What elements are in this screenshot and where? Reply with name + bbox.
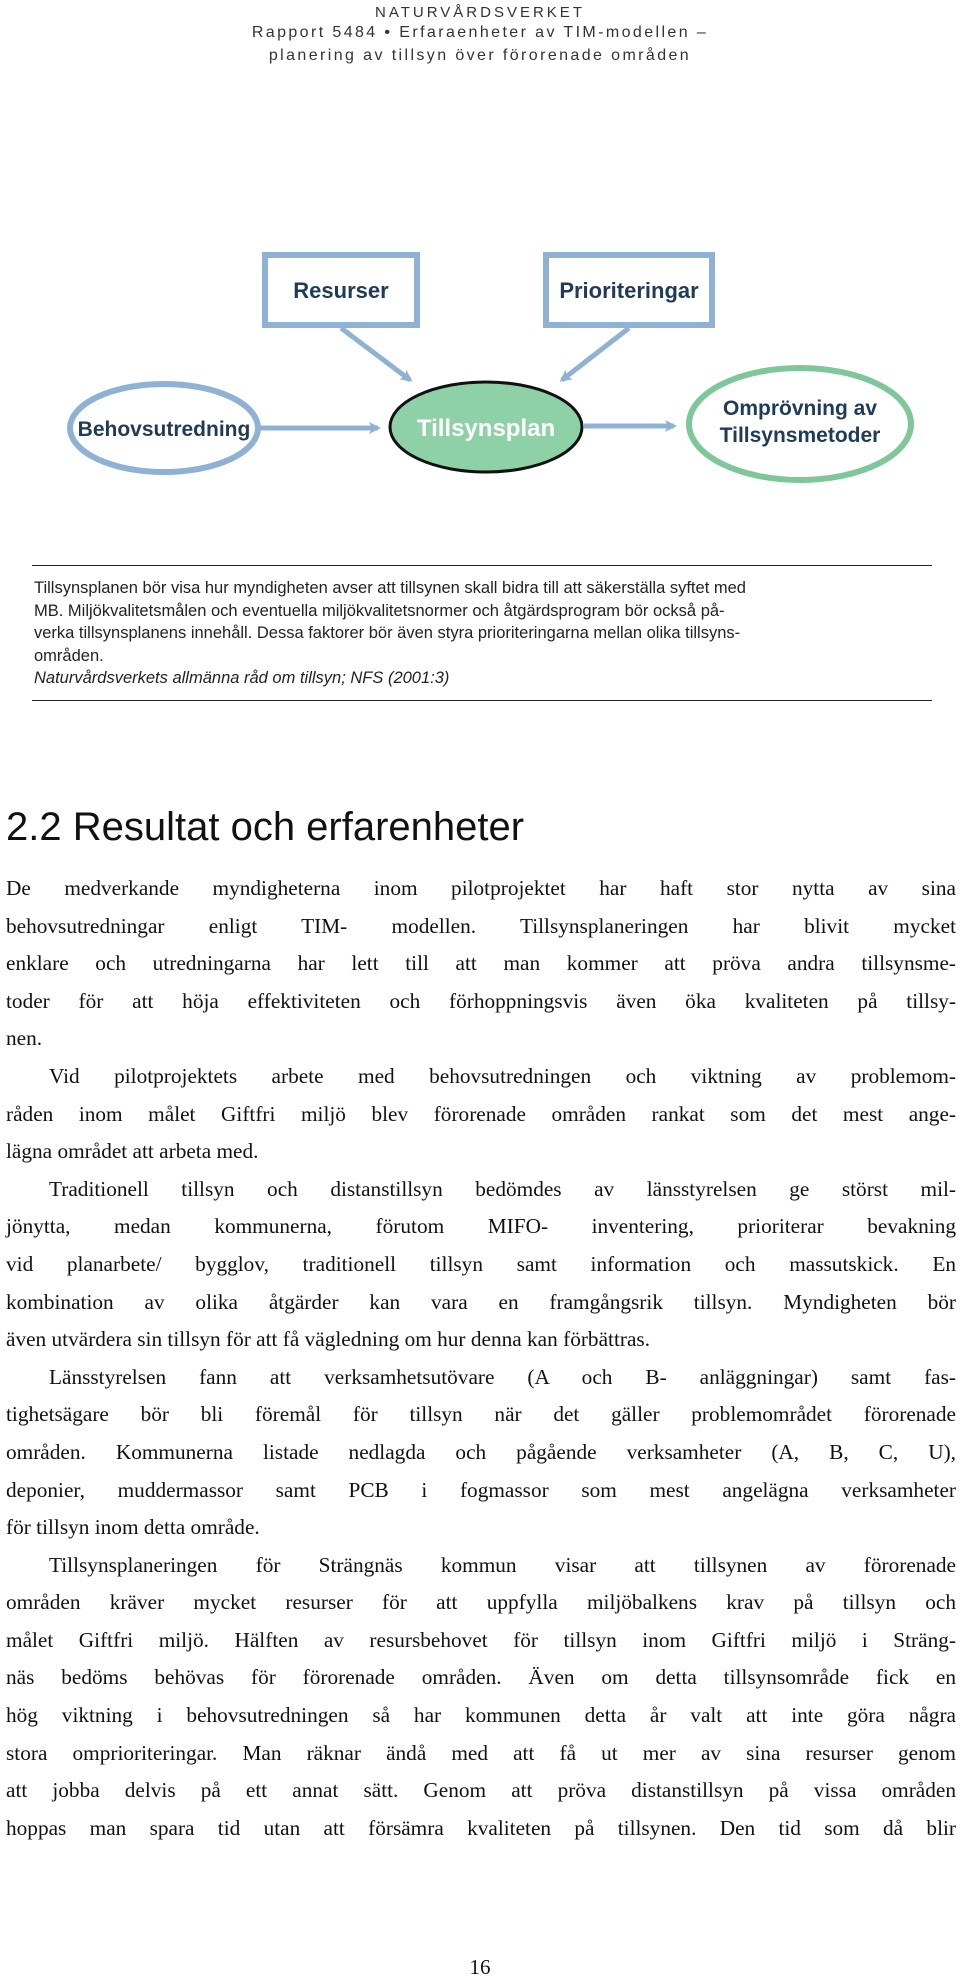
text-line: hoppas man spara tid utan att försämra kvaliteten på tillsynen. Den tid som då blir — [6, 1815, 956, 1840]
arrow-prioriteringar-to-tillsynsplan — [562, 328, 629, 380]
paragraph — [6, 1359, 956, 1547]
report-title-line-2: planering av tillsyn över förorenade områden — [268, 47, 692, 64]
paragraph — [6, 870, 956, 1058]
omprovning-label-line-1: Omprövning av — [722, 397, 878, 420]
text-line: toder för att höja effektiviteten och förhoppningsvis även öka kvaliteten på tillsy- — [6, 988, 956, 1013]
arrow-resurser-to-tillsynsplan — [341, 328, 410, 380]
text-line: deponier, muddermassor samt PCB i fogmassor som mest angelägna verksamheter — [6, 1477, 956, 1502]
paragraph — [6, 1058, 956, 1171]
tillsyn-process-diagram — [0, 230, 960, 500]
quote-line: Tillsynsplanen bör visa hur myndigheten avser att tillsynen skall bidra till att säkerställa syftet med — [34, 579, 746, 597]
quote-source: Naturvårdsverkets allmänna råd om tillsyn; NFS (2001:3) — [34, 669, 450, 687]
text-line: nen. — [6, 1026, 43, 1051]
text-line: områden. Kommunerna listade nedlagda och pågående verksamheter (A, B, C, U), — [6, 1439, 956, 1464]
text-line: tighetsägare bör bli föremål för tillsyn när det gäller problemområdet förorenade — [6, 1402, 956, 1427]
text-line: vid planarbete/ bygglov, traditionell tillsyn samt information och massutskick. En — [6, 1251, 956, 1276]
section-heading: 2.2 Resultat och erfarenheter — [6, 805, 525, 849]
behovsutredning-node — [70, 384, 258, 472]
page-header — [0, 0, 960, 67]
paragraph — [6, 1171, 956, 1359]
text-line: De medverkande myndigheterna inom pilotprojektet har haft stor nytta av sina — [6, 876, 956, 900]
text-line: stora omprioriteringar. Man räknar ändå med att få ut mer av sina resurser genom — [6, 1740, 956, 1765]
text-line: Länsstyrelsen fann att verksamhetsutövare (A och B- anläggningar) samt fas- — [49, 1364, 956, 1389]
quote-box — [32, 565, 932, 701]
text-line: hög viktning i behovsutredningen så har kommunen detta år valt att inte göra några — [6, 1703, 956, 1728]
report-title-line-1: Rapport 5484 • Erfaraenheter av TIM-modellen – — [251, 24, 709, 41]
text-line: även utvärdera sin tillsyn för att få vägledning om hur denna kan förbättras. — [6, 1327, 651, 1352]
text-line: behovsutredningar enligt TIM- modellen. Tillsynsplaneringen har blivit mycket — [6, 913, 956, 938]
resurser-label: Resurser — [293, 278, 389, 303]
text-line: att jobba delvis på ett annat sätt. Genom att pröva distanstillsyn på vissa områden — [6, 1778, 956, 1803]
body-text — [6, 870, 956, 1847]
text-line: näs bedöms behövas för förorenade områden. Även om detta tillsynsområde fick en — [6, 1665, 956, 1690]
text-line: Tillsynsplaneringen för Strängnäs kommun visar att tillsynen av förorenade — [49, 1552, 956, 1577]
text-line: Traditionell tillsyn och distanstillsyn bedömdes av länsstyrelsen ge störst mil- — [49, 1176, 956, 1201]
quote-line: verka tillsynsplanens innehåll. Dessa faktorer bör även styra prioriteringarna mellan olika tillsyns- — [34, 624, 741, 642]
quote-line: områden. — [34, 646, 104, 665]
omprovning-node — [689, 368, 911, 480]
text-line: kombination av olika åtgärder kan vara en framgångsrik tillsyn. Myndigheten bör — [6, 1289, 956, 1314]
omprovning-label-line-2: Tillsynsmetoder — [719, 424, 881, 447]
quote-bottom-rule — [32, 700, 932, 701]
text-line: jönytta, medan kommunerna, förutom MIFO- inventering, prioriterar bevakning — [6, 1214, 956, 1239]
text-line: råden inom målet Giftfri miljö blev förorenade områden rankat som det mest ange- — [6, 1101, 956, 1126]
prioriteringar-box — [546, 255, 712, 325]
text-line: Vid pilotprojektets arbete med behovsutredningen och viktning av problemom- — [49, 1063, 956, 1088]
paragraph — [6, 1547, 956, 1848]
quote-line: MB. Miljökvalitetsmålen och eventuella miljökvalitetsnormer och åtgärdsprogram bör också på- — [34, 601, 725, 620]
text-line: lägna området att arbeta med. — [6, 1139, 259, 1164]
text-line: områden kräver mycket resurser för att uppfylla miljöbalkens krav på tillsyn och — [6, 1590, 956, 1615]
resurser-box — [265, 255, 417, 325]
behovsutredning-label: Behovsutredning — [77, 418, 251, 441]
page-number: 16 — [469, 1955, 491, 1979]
prioriteringar-label: Prioriteringar — [559, 278, 699, 303]
text-line: för tillsyn inom detta område. — [6, 1515, 260, 1540]
agency-name: NATURVÅRDSVERKET — [375, 4, 585, 21]
quote-text — [32, 566, 934, 700]
tillsynsplan-label: Tillsynsplan — [416, 415, 556, 442]
text-line: enklare och utredningarna har lett till att man kommer att pröva andra tillsynsme- — [6, 951, 956, 976]
tillsynsplan-node — [390, 382, 582, 472]
text-line: målet Giftfri miljö. Hälften av resursbehovet för tillsyn inom Giftfri miljö i Sträng- — [6, 1627, 956, 1652]
